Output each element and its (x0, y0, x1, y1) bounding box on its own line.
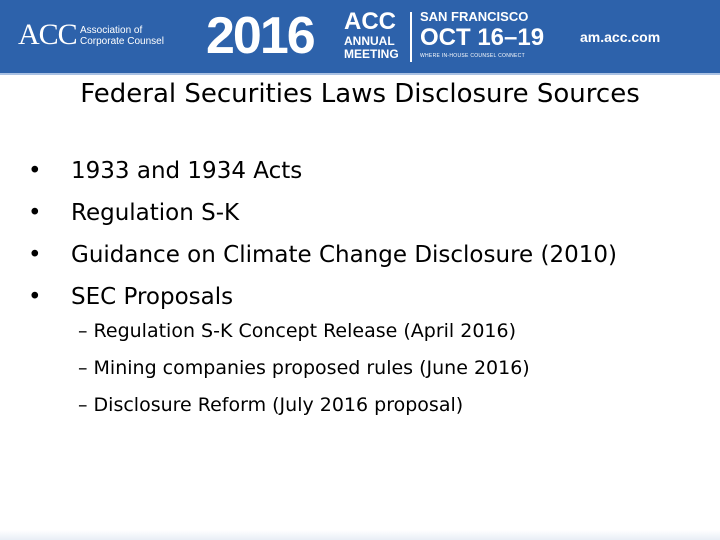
site-url: am.acc.com (580, 29, 661, 45)
sub-bullet-item: – Disclosure Reform (July 2016 proposal) (78, 394, 464, 416)
bottom-strip (0, 530, 720, 540)
slide-title: Federal Securities Laws Disclosure Sources (80, 79, 640, 109)
event-tagline: WHERE IN-HOUSE COUNSEL CONNECT (420, 53, 525, 59)
bullet-list (28, 150, 617, 318)
banner-underline (0, 73, 720, 75)
bullet-text: Regulation S-K (71, 200, 240, 226)
event-annual-label: ANNUAL (344, 34, 395, 48)
bullet-dot: • (28, 242, 42, 268)
sub-bullet-item: – Regulation S-K Concept Release (April 2016) (78, 320, 516, 342)
bullet-item (28, 234, 617, 276)
bullet-item (28, 192, 617, 234)
event-dates: OCT 16–19 (420, 24, 545, 51)
header-banner (0, 0, 720, 73)
bullet-text: 1933 and 1934 Acts (71, 158, 303, 184)
event-year: 2016 (206, 7, 314, 65)
bullet-text: SEC Proposals (71, 284, 234, 310)
acc-logo (18, 16, 164, 56)
bullet-item (28, 276, 617, 318)
acc-logo-mark: ACC (18, 18, 77, 51)
sub-bullet-list (78, 313, 530, 424)
sub-bullet-item: – Mining companies proposed rules (June 2016) (78, 357, 530, 379)
acc-org-name-line1: Association of (80, 25, 143, 36)
bullet-text: Guidance on Climate Change Disclosure (2010) (71, 242, 617, 268)
bullet-item (28, 150, 617, 192)
bullet-dot: • (28, 284, 42, 310)
event-city: SAN FRANCISCO (420, 9, 529, 24)
acc-org-name-line2: Corporate Counsel (80, 36, 164, 47)
event-divider (410, 12, 412, 62)
event-meeting-label: MEETING (344, 47, 399, 61)
bullet-dot: • (28, 200, 42, 226)
event-logo (344, 8, 545, 66)
event-acc-mark: ACC (344, 8, 396, 35)
bullet-dot: • (28, 158, 42, 184)
acc-org-name (80, 25, 170, 47)
